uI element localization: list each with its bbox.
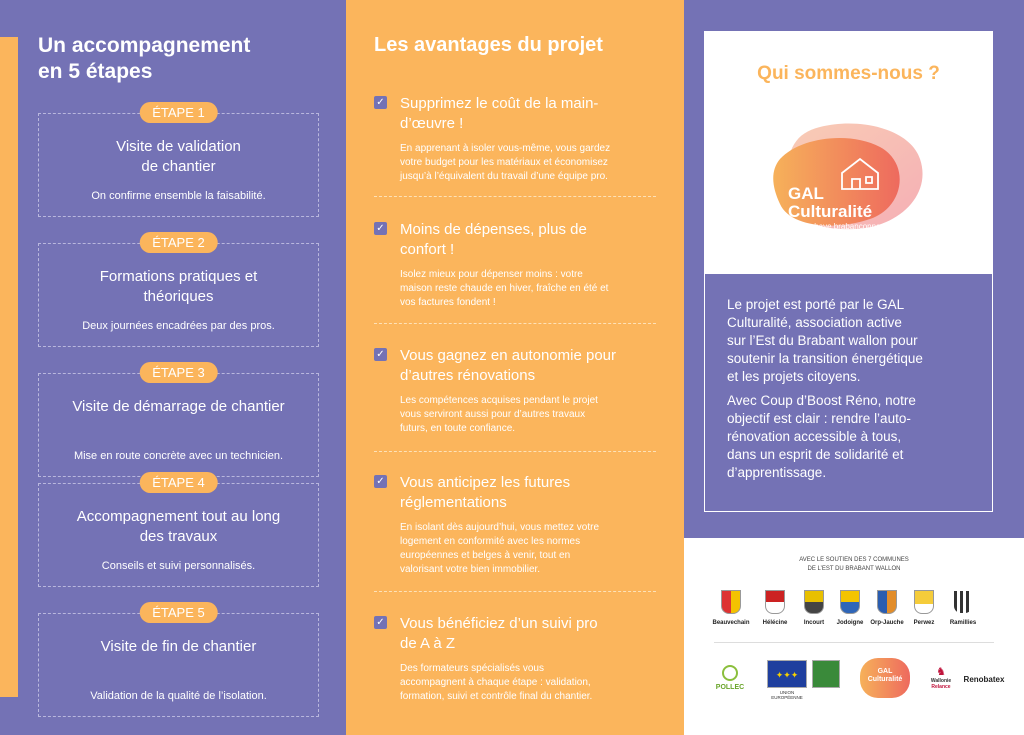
step-badge: ÉTAPE 5 — [139, 602, 218, 623]
advantage-title: Moins de dépenses, plus de confort ! — [400, 221, 587, 258]
divider — [374, 591, 656, 592]
commune-logo-incourt: Incourt — [794, 590, 834, 626]
crest-icon — [765, 590, 785, 614]
divider — [374, 196, 656, 197]
eu-stars-icon: ✦✦✦ — [767, 660, 807, 688]
step-badge: ÉTAPE 1 — [139, 102, 218, 123]
check-icon: ✓ — [374, 96, 387, 109]
rooster-icon: ♞ — [936, 666, 946, 678]
gal-culturalite-logo — [760, 119, 940, 239]
commune-logo-helecine: Hélécine — [755, 590, 795, 626]
check-icon: ✓ — [374, 222, 387, 235]
step-title: Visite de validation de chantier — [116, 138, 241, 175]
support-title: AVEC LE SOUTIEN DES 7 COMMUNES DE L’EST DU BRABANT WALLON — [799, 557, 909, 572]
advantage-item — [374, 473, 656, 577]
advantage-item — [374, 94, 656, 184]
steps-panel — [0, 0, 346, 735]
crest-icon — [953, 590, 973, 614]
commune-logo-perwez: Perwez — [904, 590, 944, 626]
advantage-description: En apprenant à isoler vous-même, vous gardez votre budget pour les matériaux et économisez jusqu’à l’équivalent du travail d’une équipe pro. — [400, 143, 611, 182]
step-card — [38, 365, 319, 477]
step-badge: ÉTAPE 4 — [139, 472, 218, 493]
about-title: Qui sommes-nous ? — [757, 63, 940, 84]
logo-text-hesbaye: Hesbaye brabançonne — [800, 222, 881, 231]
logo-text-gal: GAL — [788, 184, 824, 203]
commune-logo-beauvechain: Beauvechain — [711, 590, 751, 626]
step-card — [38, 235, 319, 347]
step-card — [38, 475, 319, 587]
step-title: Visite de fin de chantier — [100, 638, 257, 655]
about-paragraph-2: Avec Coup d’Boost Réno, notre objectif est clair : rendre l’auto- rénovation accessible à tous, dans un esprit de solidarité et d’apprentissage. — [727, 393, 916, 480]
check-icon: ✓ — [374, 348, 387, 361]
advantage-description: En isolant dès aujourd’hui, vous mettez votre logement en conformité avec les normes européennes et belges à venir, tout en valorisant votre bien immobilier. — [400, 522, 599, 575]
crest-icon — [721, 590, 741, 614]
about-paragraph-1: Le projet est porté par le GAL Culturalité, association active sur l’Est du Brabant wallon pour soutenir la transition énergétique et les projets citoyens. — [727, 297, 923, 384]
gal-logo-small: GAL Culturalité — [860, 658, 910, 698]
pollec-logo: POLLEC — [712, 664, 748, 691]
orange-edge-strip — [0, 37, 18, 697]
leader-icon — [812, 660, 840, 688]
step-title: Visite de démarrage de chantier — [72, 398, 285, 415]
check-icon: ✓ — [374, 616, 387, 629]
step-description: Mise en route concrète avec un technicien. — [73, 450, 284, 462]
commune-logo-orp-jauche: Orp-Jauche — [867, 590, 907, 626]
crest-icon — [804, 590, 824, 614]
advantage-title: Vous gagnez en autonomie pour d’autres rénovations — [400, 347, 616, 384]
step-description: On confirme ensemble la faisabilité. — [91, 190, 266, 202]
advantage-description: Les compétences acquises pendant le projet vous serviront aussi pour d’autres travaux futurs, en toute confiance. — [400, 395, 598, 434]
divider — [374, 323, 656, 324]
advantage-item — [374, 346, 656, 436]
step-description: Validation de la qualité de l’isolation. — [90, 690, 267, 702]
wallonie-relance-logo: ♞ Wallonie Relance — [924, 665, 958, 690]
check-icon: ✓ — [374, 475, 387, 488]
step-card — [38, 605, 319, 717]
step-description: Deux journées encadrées par des pros. — [82, 320, 275, 332]
advantages-title: Les avantages du projet — [374, 34, 603, 56]
divider — [714, 642, 994, 643]
advantage-title: Vous bénéficiez d’un suivi pro de A à Z — [400, 615, 598, 652]
advantage-description: Isolez mieux pour dépenser moins : votre maison reste chaude en hiver, fraîche en été et vos factures fondent ! — [400, 269, 609, 308]
eu-flag-logo: ✦✦✦ UNION EUROPÉENNE — [766, 660, 808, 700]
leaf-icon — [720, 664, 740, 682]
crest-icon — [840, 590, 860, 614]
advantage-title: Vous anticipez les futures réglementations — [400, 474, 571, 511]
about-text-box — [704, 274, 993, 512]
renobatex-logo: Renobatex — [963, 675, 1005, 684]
divider — [374, 451, 656, 452]
advantage-description: Des formateurs spécialisés vous accompagnent à chaque étape : validation, formation, suivi et contrôle final du chantier. — [400, 663, 593, 702]
leader-logo — [812, 660, 840, 688]
advantages-panel — [346, 0, 684, 735]
step-card — [38, 105, 319, 217]
step-title: Formations pratiques et théoriques — [99, 268, 258, 305]
partners-section — [684, 538, 1024, 735]
advantage-item — [374, 614, 656, 704]
about-header-box — [704, 31, 993, 274]
commune-logo-ramillies: Ramillies — [943, 590, 983, 626]
step-description: Conseils et suivi personnalisés. — [101, 560, 256, 572]
crest-icon — [877, 590, 897, 614]
step-badge: ÉTAPE 2 — [139, 232, 218, 253]
step-badge: ÉTAPE 3 — [139, 362, 218, 383]
advantage-item — [374, 220, 656, 310]
commune-logo-jodoigne: Jodoigne — [830, 590, 870, 626]
about-panel — [684, 0, 1024, 735]
steps-title: Un accompagnement en 5 étapes — [38, 34, 251, 83]
crest-icon — [914, 590, 934, 614]
logo-text-culturalite: Culturalité — [788, 202, 873, 221]
step-title: Accompagnement tout au long des travaux — [76, 508, 281, 545]
advantage-title: Supprimez le coût de la main- d’œuvre ! — [400, 95, 599, 132]
